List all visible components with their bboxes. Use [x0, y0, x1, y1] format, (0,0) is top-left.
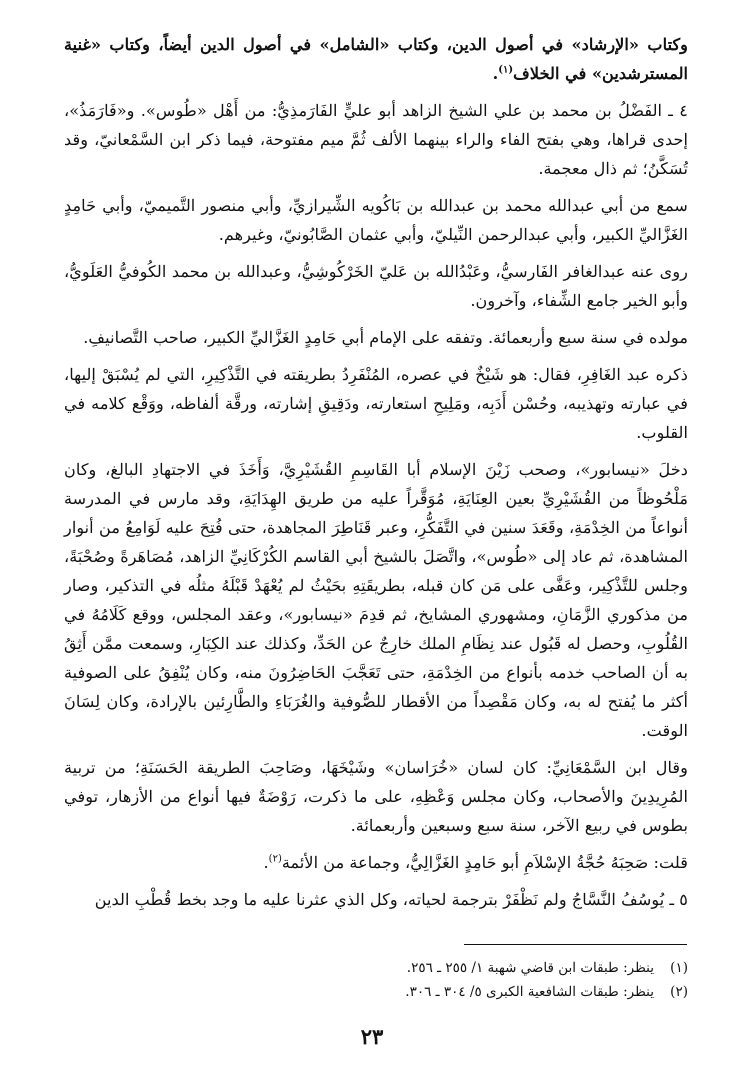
paragraph-7: دخلَ «نيسابور»، وصحب زَيْنَ الإسلام أبا القَاسِمِ القُشَيْرِيَّ، وَأَخَذَ في الاجتهادِ البالغ، وكان مَلْحُوظاً من القُشَيْرِيِّ بعين العِنَايَةِ، مُوَقَّراً عليه من طريق الهِدَايَةِ، وقد مارس في المدرسة أنواعاً من الخِدْمَةِ، وقَعَدَ سنين في التَّفَكُّرِ، وعبر قَنَاطِرَ المجاهدة، حتى فُتِحَ عليه لَوَامِعُ من أنوار المشاهدة، ثم عاد إلى «طُوس»، واتَّصَلَ بالشيخ أبي القاسم الكُرْكَانِيِّ الزاهد، مُصَاهَرةً وصُحْبَةً، وجلس للتَّذْكِير، وعَفَّى على مَن كان قبله، بطريقَتِهِ بحَيْثُ لم يُعْهَدْ قَبْلَهُ مثلُه في التذكير، وصار من مذكوري الزَّمَانِ، ومشهوري المشايخ، ثم قدِمَ «نيسابور»، وعقد المجلس، ووقع كَلَامُهُ في القُلُوبِ، وحصل له قَبُول عند نِظَامِ الملك خارِجٌ عن الحَدِّ، وكذلك عند الكِبَارِ، وسمعت ممَّن أَثِقُ به أن الصاحب خدمه بأنواع من الخِدْمَةِ، حتى تَعَجَّبَ الحَاضِرُونَ منه، وكان يُنْفِقُ على الصوفية أكثر ما يُفتح له به، وكان مَقْصِداً من الأقطار للصُّوفية والغُرَبَاءِ والطَّارِئين بالإرادة، وكان لِسَانَ الوقت. [64, 460, 688, 740]
paragraph-2: ٤ ـ الفَضْلُ بن محمد بن علي الشيخ الزاهد أبو عليٍّ الفَارَمذِيُّ: من أَهْل «طُوس». و«فَارَمَذُ»، إحدى قراها، وهي بفتح الفاء والراء بينهما الألف ثُمَّ ميم مفتوحة، فيما ذكر ابن السَّمْعانيّ، وقد تُسَكَّنُ؛ ثم ذال معجمة. [64, 101, 688, 178]
paragraph-1: وكتاب «الإرشاد» في أصول الدين، وكتاب «الشامل» في أصول الدين أيضاً، وكتاب «غنية المسترشدين» في الخلاف$^{(١)}$. [64, 35, 688, 83]
footnote-ref-1: (١) [498, 64, 514, 76]
footnote-ref-2: (٢) [268, 853, 282, 865]
footnote-divider [464, 944, 687, 945]
paragraph-5: مولده في سنة سبع وأربعمائة. وتفقه على الإمام أبي حَامِدٍ الغَزَّاليِّ الكبير، صاحب التَّصانيفِ. [83, 328, 688, 347]
paragraph-3: سمع من أبي عبدالله محمد بن عبدالله بن بَاكُويه الشِّيرازيِّ، وأبي منصور التَّميميّ، وأبي حَامِدٍ الغَزَّاليِّ الكبير، وأبي عبدالرحمن النِّيليّ، وأبي عثمان الصَّابُونيّ، وغيرهم. [64, 196, 688, 244]
footnote-text: ينظر: طبقات ابن قاضي شهبة ١/ ٢٥٥ ـ ٢٥٦. [406, 960, 654, 976]
paragraph-6: ذكره عبد الغَافِرِ، فقال: هو شَيْخٌ في عصره، المُنْفَرِدُ بطريقته في التَّذْكِيرِ، التي لم يُسْبَقْ إليها، في عبارته وتهذيبه، وحُسْن أَدَبِه، ومَلِيحِ استعارته، ودَقِيقِ إشارته، ورقَّة ألفاظه، ووَقْع كلامه في القلوب. [64, 365, 688, 442]
paragraph-4: روى عنه عبدالغافر الفَارسيُّ، وعَبْدُالله بن عَليّ الخَرْكُوشِيُّ، وعبدالله بن محمد الكُوفيُّ العَلَويُّ، وأبو الخير جامع الشِّفاء، وآخرون. [64, 262, 688, 310]
footnote-number: (١) [670, 960, 688, 976]
footnote-1 [64, 958, 688, 978]
paragraph-8: وقال ابن السَّمْعَانِيِّ: كان لسان «خُرَاسان» وشَيْخَهَا، وصَاحِبَ الطريقة الحَسَنَةِ؛ من تربية المُرِيدِينَ والأصحاب، وكان مجلس وَعْظِهِ، على ما ذكرت، رَوْضَةٌ فيها أنواع من الأزهار، توفي بطوس في ربيع الآخر، سنة سبع وسبعين وأربعمائة. [64, 758, 688, 835]
paragraph-9: قلت: صَحِبَهُ حُجَّةُ الإسْلاَمِ أبو حَامِدٍ الغَزَّالِيُّ، وجماعة من الأئمة$^{(٢)}$. [263, 853, 688, 872]
page-number: ٢٣ [360, 1024, 384, 1049]
main-text [64, 30, 688, 922]
footnote-text: ينظر: طبقات الشافعية الكبرى ٥/ ٣٠٤ ـ ٣٠٦. [405, 984, 654, 1000]
footnote-number: (٢) [670, 984, 688, 1000]
paragraph-10: ٥ ـ يُوسُفُ النَّسَّاجُ ولم نَظْفَرْ بترجمة لحياته، وكل الذي عثرنا عليه ما وجد بخط قُطْبِ الدين [94, 890, 688, 909]
footnote-2 [64, 982, 688, 1002]
